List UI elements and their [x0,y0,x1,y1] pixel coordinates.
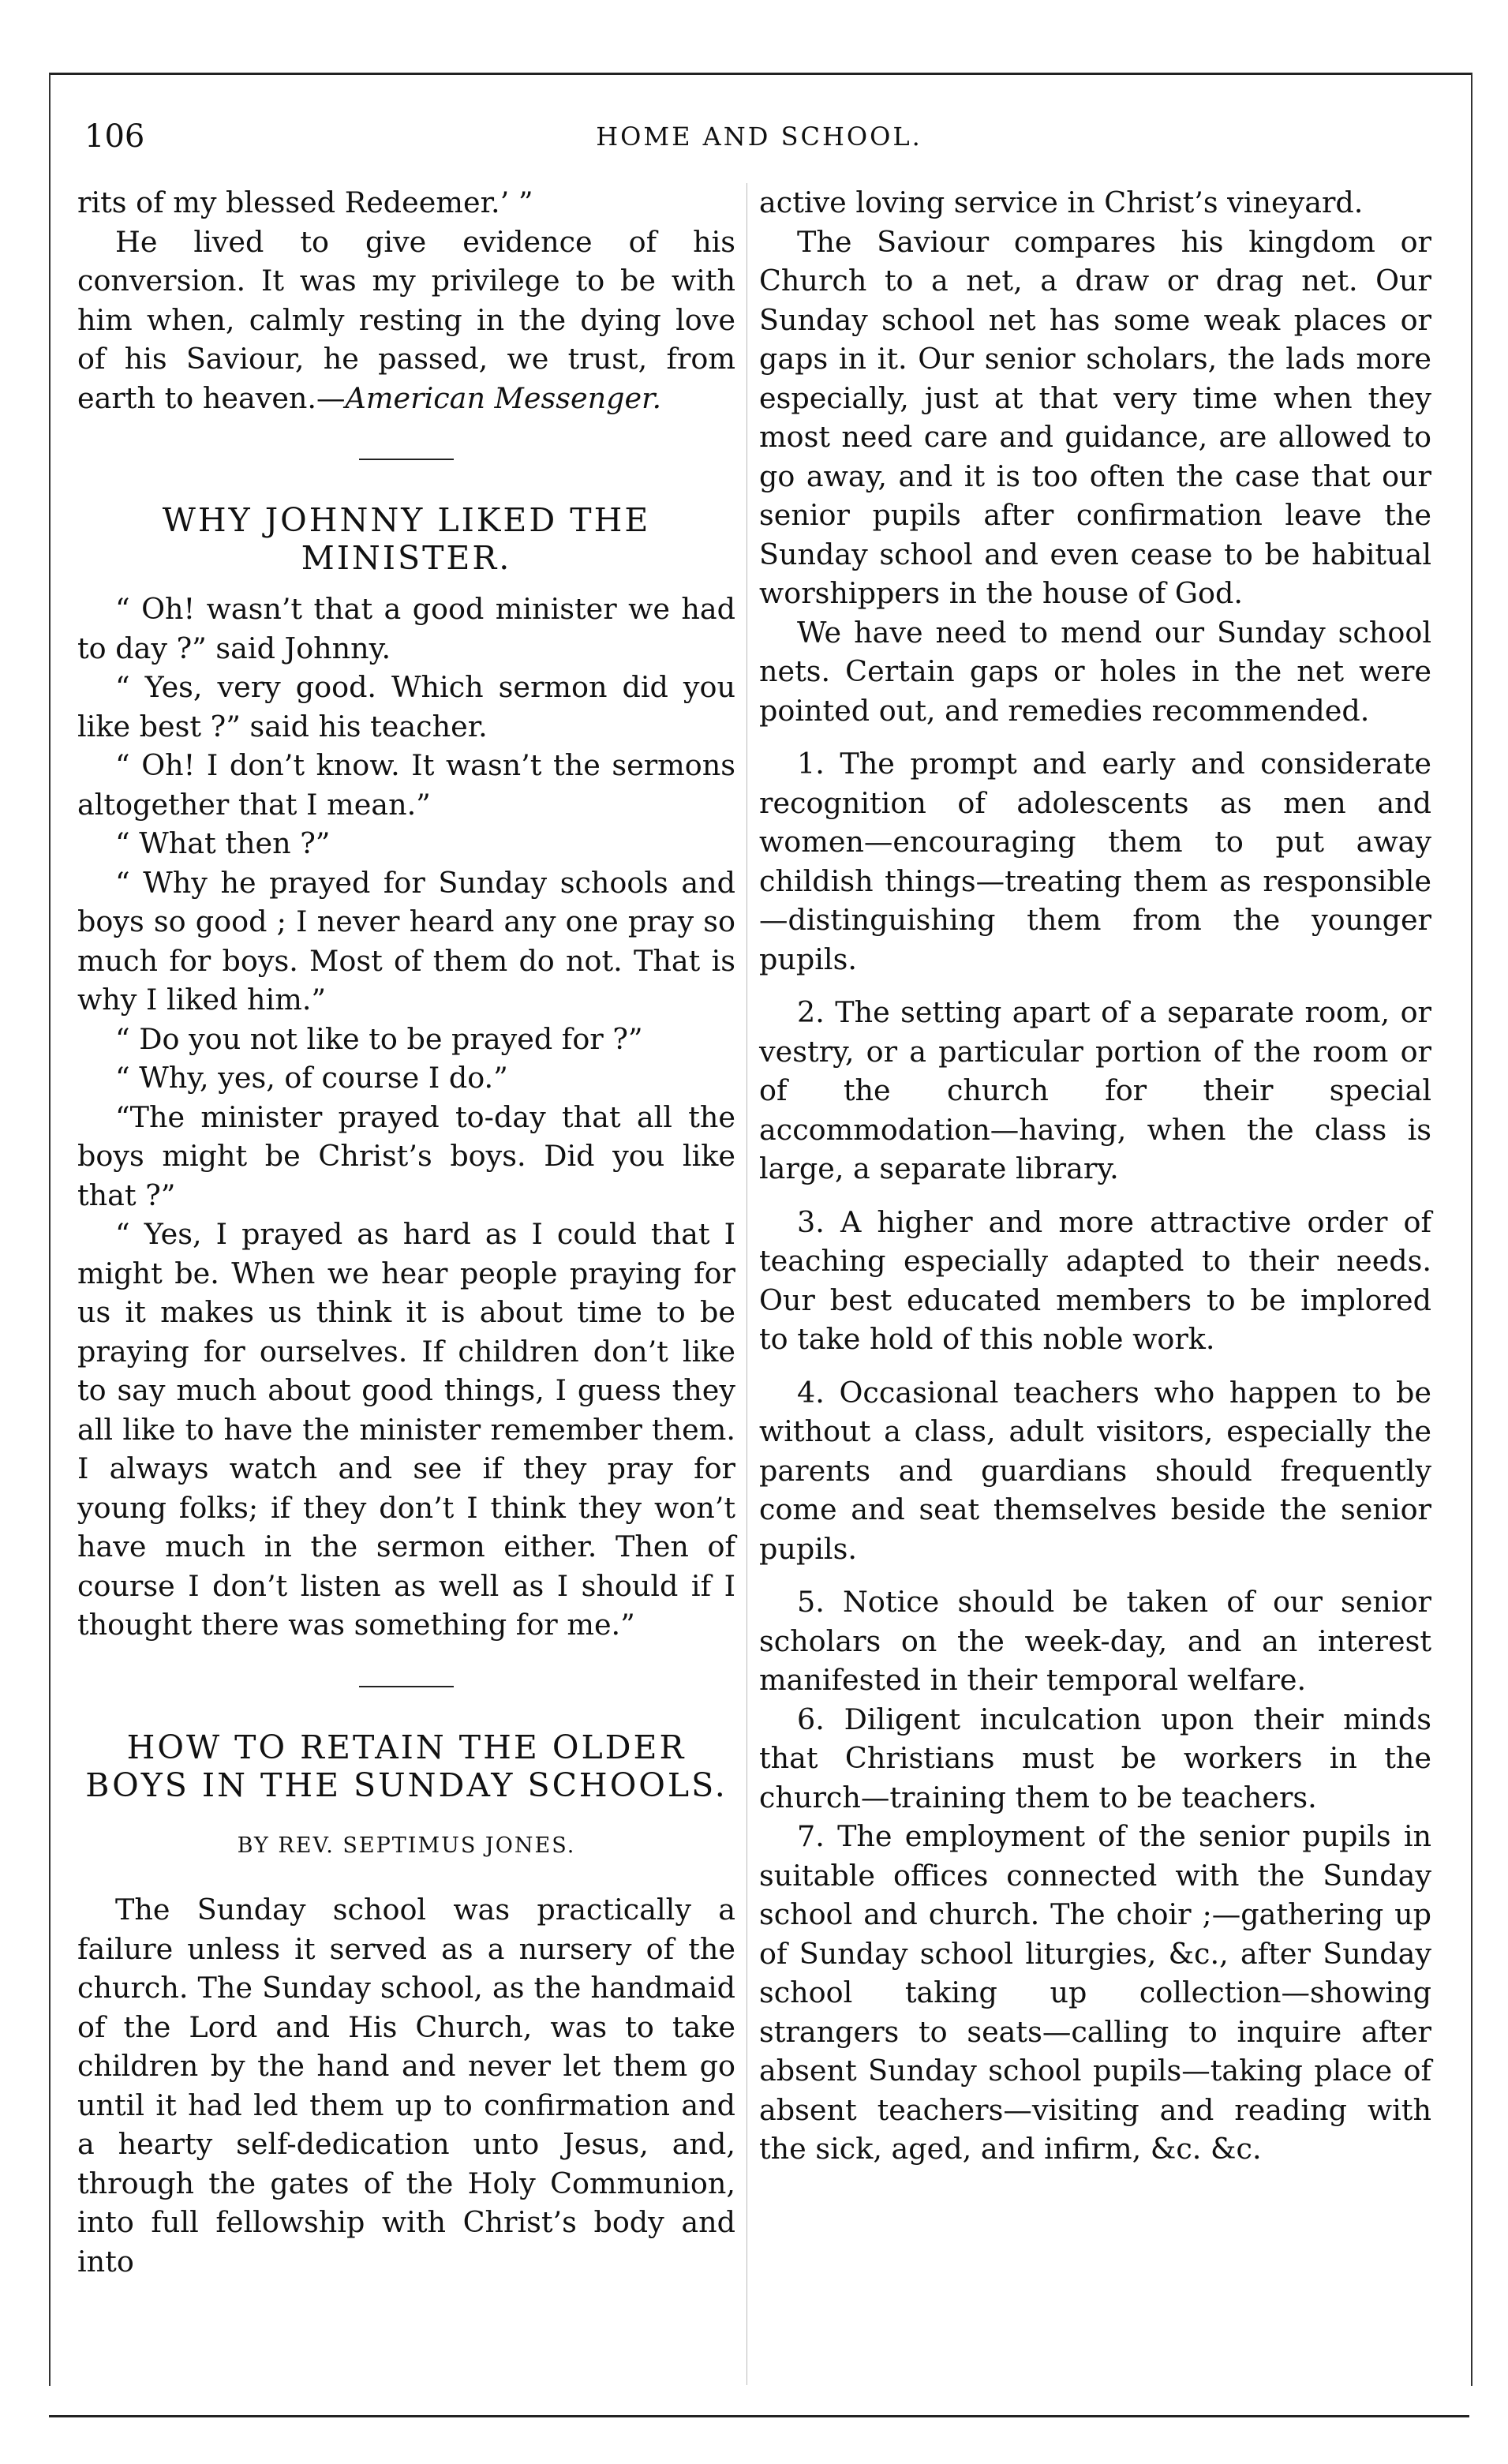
left-column [77,183,735,2393]
right-column [759,183,1431,2393]
article-title-older-boys: HOW TO RETAIN THE OLDER BOYS IN THE SUNDAY SCHOOLS. [85,1728,728,1804]
source-credit: American Messenger. [345,380,662,415]
article-paragraph: “ Yes, very good. Which sermon did you like best ?” said his teacher. [77,670,735,743]
numbered-item: 7. The employment of the senior pupils in suitable offices connected with the Sunday school and church. The choir ;—gathering up of Sunday school liturgies, &c., after Sunday school taking up collection—showing strangers to seats—calling to inquire after absent Sunday school pupils—taking place of absent teachers—visiting and reading with the sick, aged, and infirm, &c. &c. [759,1819,1431,2166]
article-paragraph: “ Why he prayed for Sunday schools and boys so good ; I never heard any one pray so much for boys. Most of them do not. That is why I liked him.” [77,865,735,1017]
article-paragraph: “The minister prayed to-day that all the boys might be Christ’s boys. Did you like that ?” [77,1099,735,1212]
numbered-item: 2. The setting apart of a separate room, or vestry, or a particular portion of the room or of the church for their special accommodation—having, when the class is large, a separate library. [759,995,1431,1185]
numbered-item: 6. Diligent inculcation upon their minds that Christians must be workers in the church—training them to be teachers. [759,1702,1431,1814]
numbered-item: 1. The prompt and early and considerate recognition of adolescents as men and women—encouraging them to put away childish things—treating them as responsible—distinguishing them from the younger pupils. [759,747,1431,976]
article-paragraph: “ Why, yes, of course I do.” [115,1061,508,1095]
article-paragraph: “ Yes, I prayed as hard as I could that I might be. When we hear people praying for us it makes us think it is about time to be praying for ourselves. If children don’t like to say much about good things, I guess they all like to have the minister remember them. I always watch and see if they pray for young folks; if they don’t I think they won’t have much in the sermon either. Then of course I don’t listen as well as I should if I thought there was something for me.” [77,1217,735,1642]
article-byline: BY REV. SEPTIMUS JONES. [237,1833,576,1858]
numbered-item: 5. Notice should be taken of our senior scholars on the week-day, and an interest manifested in their temporal welfare. [759,1585,1431,1697]
closing-paragraph-text: He lived to give evidence of his conversion. It was my privilege to be with him when, calmly resting in the dying love of his Saviour, he passed, we trust, from earth to heaven.— [77,224,735,415]
bottom-rule [49,2415,1469,2417]
numbered-item: 3. A higher and more attractive order of teaching especially adapted to their needs. Our best educated members to be implored to take hold of this noble work. [759,1204,1431,1356]
continued-text: active loving service in Christ’s vineyard. [759,185,1364,219]
article-paragraph: We have need to mend our Sunday school nets. Certain gaps or holes in the net were pointed out, and remedies recommended. [759,615,1431,728]
continued-text: rits of my blessed Redeemer.’ ” [77,185,533,219]
page-number: 106 [84,118,145,155]
article-paragraph: “ Oh! I don’t know. It wasn’t the sermons altogether that I mean.” [77,748,735,822]
running-title: HOME AND SCHOOL. [596,122,922,152]
article-paragraph: The Saviour compares his kingdom or Church to a net, a draw or drag net. Our Sunday school net has some weak places or gaps in it. Our senior scholars, the lads more especially, just at that very time when they most need care and guidance, are allowed to go away, and it is too often the case that our senior pupils after confirmation leave the Sunday school and even cease to be habitual worshippers in the house of God. [759,224,1431,610]
section-separator [359,1686,454,1687]
section-separator [359,459,454,460]
article-paragraph: “ Oh! wasn’t that a good minister we had to day ?” said Johnny. [77,592,735,665]
article-paragraph: “ What then ?” [115,826,331,860]
article-title-johnny: WHY JOHNNY LIKED THE MINISTER. [162,501,651,577]
numbered-item: 4. Occasional teachers who happen to be without a class, adult visitors, especially the parents and guardians should frequently come and seat themselves beside the senior pupils. [759,1375,1431,1566]
running-head [49,118,1469,166]
closing-paragraph [77,223,735,418]
article-paragraph: The Sunday school was practically a failure unless it served as a nursery of the church. The Sunday school, as the handmaid of the Lord and His Church, was to take children by the hand and never let them go until it had led them up to confirmation and a hearty self-dedication unto Jesus, and, through the gates of the Holy Communion, into full fellowship with Christ’s body and into [77,1893,735,2279]
article-paragraph: “ Do you not like to be prayed for ?” [115,1021,643,1056]
